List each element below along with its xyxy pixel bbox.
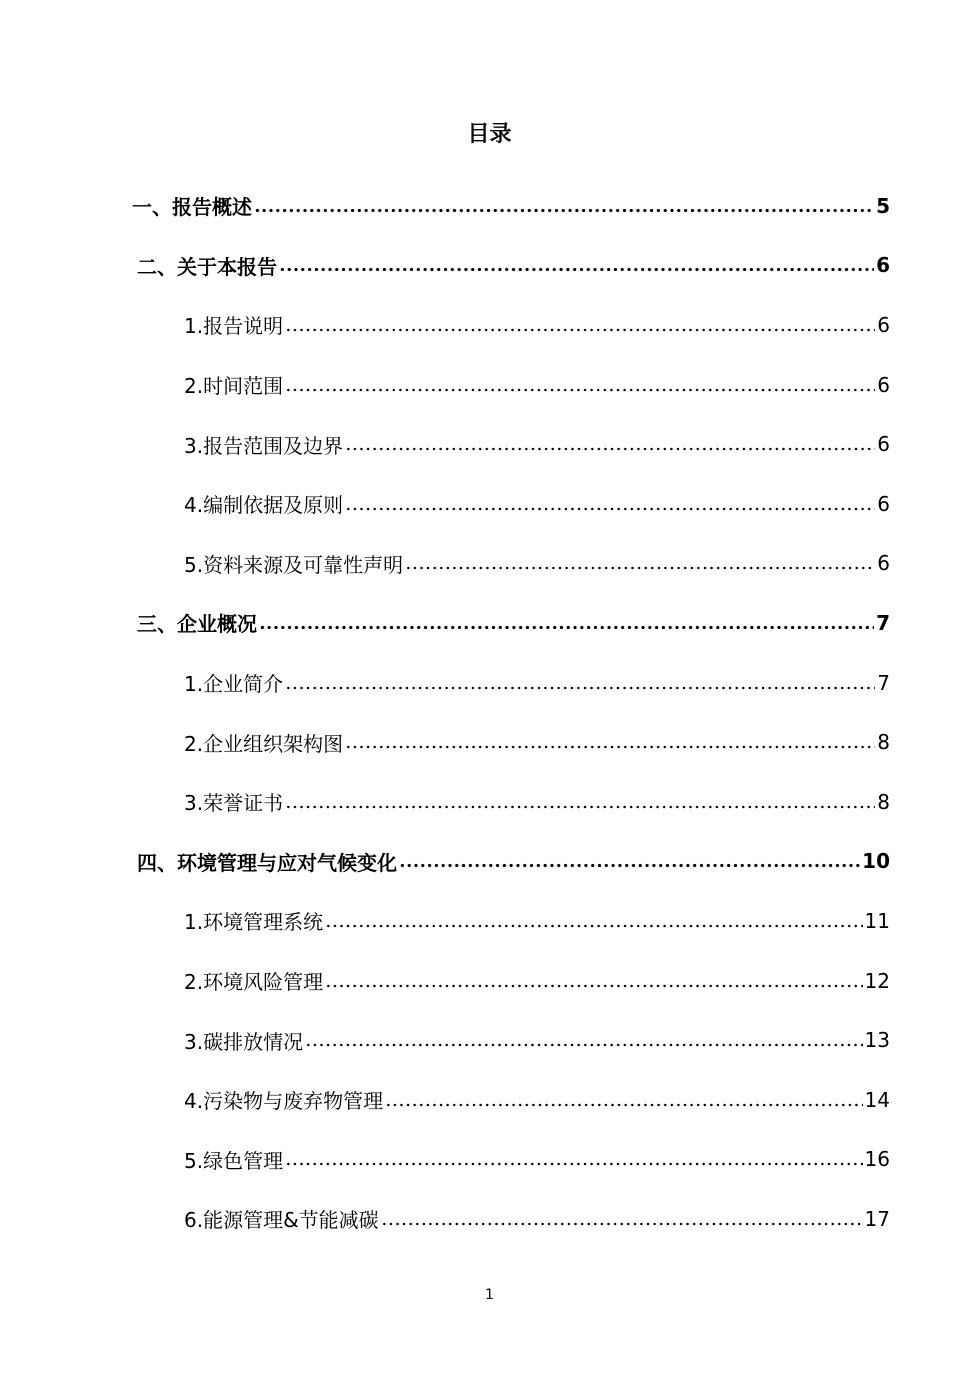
- toc-entry-label: 6.能源管理&节能减碳: [184, 1208, 379, 1233]
- toc-title: 目录: [467, 122, 512, 147]
- toc-entry-page: 11: [864, 908, 890, 933]
- toc-subentry[interactable]: [0, 534, 979, 594]
- toc-entry-page: 6: [877, 312, 890, 337]
- toc-entry-page: 17: [864, 1206, 890, 1231]
- toc-entry-page: 5: [876, 193, 890, 218]
- toc-entry-label: 3.碳排放情况: [184, 1029, 304, 1054]
- toc-entry-page: 6: [877, 551, 890, 576]
- toc-entry-page: 16: [864, 1147, 890, 1172]
- toc-dot-leader: [399, 851, 860, 871]
- toc-entry-label: 5.资料来源及可靠性声明: [184, 552, 404, 577]
- toc-dot-leader: [381, 1209, 863, 1229]
- toc-dot-leader: [385, 1090, 862, 1110]
- toc-subentry[interactable]: [0, 1130, 979, 1190]
- toc-entry-page: 6: [876, 253, 890, 278]
- toc-entry-label: 5.绿色管理: [184, 1148, 284, 1173]
- toc-entry-page: 7: [877, 670, 890, 695]
- toc-entry-label: 1.环境管理系统: [184, 910, 324, 935]
- toc-dot-leader: [254, 196, 874, 216]
- toc-dot-leader: [325, 971, 862, 991]
- toc-subentry[interactable]: [0, 891, 979, 951]
- toc-entry[interactable]: [0, 236, 979, 296]
- toc-entry-label: 二、关于本报告: [137, 254, 277, 279]
- toc-dot-leader: [305, 1030, 862, 1050]
- toc-entry-page: 6: [877, 491, 890, 516]
- toc-entry-label: 3.荣誉证书: [184, 791, 284, 816]
- toc-entry-page: 7: [876, 610, 890, 635]
- toc-entry-page: 14: [864, 1087, 890, 1112]
- toc-entry-label: 1.报告说明: [184, 314, 284, 339]
- toc-dot-leader: [285, 792, 875, 812]
- page-number: 1: [485, 1287, 494, 1303]
- toc-subentry[interactable]: [0, 295, 979, 355]
- toc-subentry[interactable]: [0, 1070, 979, 1130]
- toc-entry-page: 8: [877, 730, 890, 755]
- toc-dot-leader: [405, 553, 875, 573]
- toc-subentry[interactable]: [0, 474, 979, 534]
- toc-entry-label: 2.时间范围: [184, 374, 284, 399]
- toc-entry[interactable]: [0, 176, 979, 236]
- toc-subentry[interactable]: [0, 653, 979, 713]
- toc-list: [0, 176, 979, 1249]
- toc-entry-label: 2.企业组织架构图: [184, 731, 344, 756]
- toc-dot-leader: [285, 673, 875, 693]
- toc-dot-leader: [285, 375, 875, 395]
- toc-dot-leader: [345, 732, 875, 752]
- toc-subentry[interactable]: [0, 951, 979, 1011]
- toc-dot-leader: [285, 315, 875, 335]
- toc-dot-leader: [285, 1149, 862, 1169]
- toc-dot-leader: [279, 255, 874, 275]
- toc-subentry[interactable]: [0, 1189, 979, 1249]
- toc-entry-page: 12: [864, 968, 890, 993]
- toc-subentry[interactable]: [0, 414, 979, 474]
- toc-entry-page: 6: [877, 432, 890, 457]
- toc-entry-page: 8: [877, 789, 890, 814]
- toc-entry-page: 10: [862, 849, 890, 874]
- toc-entry-label: 四、环境管理与应对气候变化: [137, 850, 397, 875]
- toc-entry[interactable]: [0, 832, 979, 892]
- toc-subentry[interactable]: [0, 1010, 979, 1070]
- toc-entry-page: 6: [877, 372, 890, 397]
- toc-dot-leader: [325, 911, 862, 931]
- toc-dot-leader: [345, 434, 875, 454]
- toc-entry-label: 4.污染物与废弃物管理: [184, 1089, 384, 1114]
- toc-entry-label: 1.企业简介: [184, 672, 284, 697]
- toc-subentry[interactable]: [0, 355, 979, 415]
- toc-dot-leader: [259, 613, 874, 633]
- toc-subentry[interactable]: [0, 772, 979, 832]
- toc-dot-leader: [345, 494, 875, 514]
- toc-subentry[interactable]: [0, 712, 979, 772]
- toc-entry-label: 三、企业概况: [137, 612, 257, 637]
- toc-entry-page: 13: [864, 1028, 890, 1053]
- toc-entry-label: 一、报告概述: [132, 195, 252, 220]
- toc-entry-label: 3.报告范围及边界: [184, 433, 344, 458]
- toc-entry-label: 4.编制依据及原则: [184, 493, 344, 518]
- toc-entry[interactable]: [0, 593, 979, 653]
- toc-entry-label: 2.环境风险管理: [184, 970, 324, 995]
